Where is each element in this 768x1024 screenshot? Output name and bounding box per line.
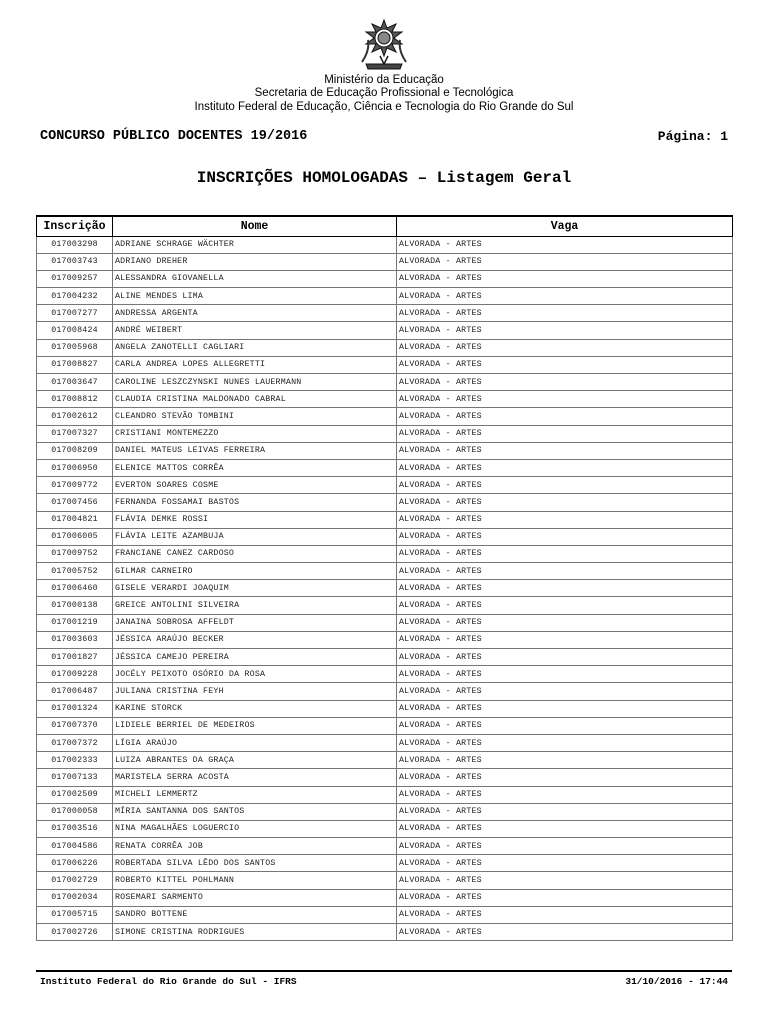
cell-vaga: ALVORADA - ARTES: [397, 717, 733, 734]
table-row: [37, 442, 733, 459]
cell-vaga: ALVORADA - ARTES: [397, 545, 733, 562]
cell-inscricao: 017006950: [37, 459, 113, 476]
cell-inscricao: 017003516: [37, 820, 113, 837]
table-row: [37, 614, 733, 631]
table-row: [37, 339, 733, 356]
cell-vaga: ALVORADA - ARTES: [397, 924, 733, 941]
cell-nome: ANDRÉ WEIBERT: [113, 322, 397, 339]
cell-inscricao: 017009752: [37, 545, 113, 562]
contest-title: CONCURSO PÚBLICO DOCENTES 19/2016: [40, 129, 308, 144]
cell-inscricao: 017007327: [37, 425, 113, 442]
cell-vaga: ALVORADA - ARTES: [397, 786, 733, 803]
cell-nome: LÍGIA ARAÚJO: [113, 734, 397, 751]
cell-vaga: ALVORADA - ARTES: [397, 889, 733, 906]
cell-inscricao: 017006487: [37, 683, 113, 700]
cell-inscricao: 017009257: [37, 270, 113, 287]
table-row: [37, 511, 733, 528]
brazil-coat-of-arms-icon: [356, 18, 412, 72]
table-row: [37, 425, 733, 442]
column-header-nome: Nome: [113, 216, 397, 236]
cell-nome: JÉSSICA CAMEJO PEREIRA: [113, 649, 397, 666]
cell-inscricao: 017008812: [37, 391, 113, 408]
table-row: [37, 597, 733, 614]
cell-vaga: ALVORADA - ARTES: [397, 734, 733, 751]
cell-vaga: ALVORADA - ARTES: [397, 253, 733, 270]
page-number: Página: 1: [657, 129, 728, 144]
cell-nome: MICHELI LEMMERTZ: [113, 786, 397, 803]
cell-vaga: ALVORADA - ARTES: [397, 855, 733, 872]
institute-name: Instituto Federal de Educação, Ciência e Tecnologia do Rio Grande do Sul: [194, 101, 574, 113]
cell-nome: FLÁVIA LEITE AZAMBUJA: [113, 528, 397, 545]
cell-inscricao: 017007372: [37, 734, 113, 751]
cell-inscricao: 017007277: [37, 305, 113, 322]
table-row: [37, 580, 733, 597]
cell-nome: MARISTELA SERRA ACOSTA: [113, 769, 397, 786]
table-row: [37, 563, 733, 580]
cell-nome: CRISTIANI MONTEMEZZO: [113, 425, 397, 442]
cell-vaga: ALVORADA - ARTES: [397, 494, 733, 511]
table-row: [37, 236, 733, 253]
cell-inscricao: 017003743: [37, 253, 113, 270]
cell-nome: ANDRESSA ARGENTA: [113, 305, 397, 322]
cell-vaga: ALVORADA - ARTES: [397, 425, 733, 442]
cell-inscricao: 017004586: [37, 838, 113, 855]
cell-nome: LIDIELE BERRIEL DE MEDEIROS: [113, 717, 397, 734]
table-row: [37, 322, 733, 339]
cell-nome: JULIANA CRISTINA FEYH: [113, 683, 397, 700]
cell-nome: GISELE VERARDI JOAQUIM: [113, 580, 397, 597]
cell-vaga: ALVORADA - ARTES: [397, 597, 733, 614]
cell-nome: NINA MAGALHÃES LOGUERCIO: [113, 820, 397, 837]
cell-inscricao: 017008209: [37, 442, 113, 459]
cell-nome: ANGELA ZANOTELLI CAGLIARI: [113, 339, 397, 356]
table-row: [37, 872, 733, 889]
cell-nome: ROBERTO KITTEL POHLMANN: [113, 872, 397, 889]
table-row: [37, 305, 733, 322]
registrations-table-container: [36, 215, 732, 941]
table-row: [37, 391, 733, 408]
cell-nome: FRANCIANE CANEZ CARDOSO: [113, 545, 397, 562]
cell-vaga: ALVORADA - ARTES: [397, 872, 733, 889]
table-row: [37, 889, 733, 906]
cell-nome: JANAINA SOBROSA AFFELDT: [113, 614, 397, 631]
table-row: [37, 408, 733, 425]
cell-vaga: ALVORADA - ARTES: [397, 305, 733, 322]
table-row: [37, 769, 733, 786]
table-row: [37, 820, 733, 837]
column-header-vaga: Vaga: [397, 216, 733, 236]
cell-nome: DANIEL MATEUS LEIVAS FERREIRA: [113, 442, 397, 459]
table-header-row: [37, 216, 733, 236]
cell-inscricao: 017009772: [37, 477, 113, 494]
cell-inscricao: 017003298: [37, 236, 113, 253]
cell-inscricao: 017002729: [37, 872, 113, 889]
cell-inscricao: 017004232: [37, 288, 113, 305]
cell-inscricao: 017000138: [37, 597, 113, 614]
table-row: [37, 683, 733, 700]
cell-nome: MÍRIA SANTANNA DOS SANTOS: [113, 803, 397, 820]
cell-nome: ELENICE MATTOS CORRÊA: [113, 459, 397, 476]
cell-vaga: ALVORADA - ARTES: [397, 683, 733, 700]
cell-nome: JÉSSICA ARAÚJO BECKER: [113, 631, 397, 648]
list-title: INSCRIÇÕES HOMOLOGADAS – Listagem Geral: [196, 169, 572, 187]
cell-nome: JOCÉLY PEIXOTO OSÓRIO DA ROSA: [113, 666, 397, 683]
cell-vaga: ALVORADA - ARTES: [397, 614, 733, 631]
cell-vaga: ALVORADA - ARTES: [397, 906, 733, 923]
cell-vaga: ALVORADA - ARTES: [397, 666, 733, 683]
registrations-table: [36, 215, 733, 941]
footer-divider: [36, 970, 732, 972]
cell-nome: FLÁVIA DEMKE ROSSI: [113, 511, 397, 528]
cell-nome: KARINE STORCK: [113, 700, 397, 717]
cell-inscricao: 017001324: [37, 700, 113, 717]
table-row: [37, 906, 733, 923]
cell-inscricao: 017003647: [37, 374, 113, 391]
cell-inscricao: 017000058: [37, 803, 113, 820]
cell-inscricao: 017001219: [37, 614, 113, 631]
cell-nome: ALESSANDRA GIOVANELLA: [113, 270, 397, 287]
cell-inscricao: 017007133: [37, 769, 113, 786]
footer-timestamp: 31/10/2016 - 17:44: [625, 976, 728, 987]
cell-vaga: ALVORADA - ARTES: [397, 769, 733, 786]
cell-inscricao: 017009228: [37, 666, 113, 683]
cell-inscricao: 017005715: [37, 906, 113, 923]
cell-vaga: ALVORADA - ARTES: [397, 356, 733, 373]
cell-inscricao: 017007370: [37, 717, 113, 734]
cell-vaga: ALVORADA - ARTES: [397, 442, 733, 459]
cell-inscricao: 017008827: [37, 356, 113, 373]
cell-inscricao: 017002612: [37, 408, 113, 425]
cell-inscricao: 017002034: [37, 889, 113, 906]
cell-vaga: ALVORADA - ARTES: [397, 700, 733, 717]
column-header-inscricao: Inscrição: [37, 216, 113, 236]
table-row: [37, 838, 733, 855]
table-row: [37, 717, 733, 734]
table-row: [37, 803, 733, 820]
cell-inscricao: 017008424: [37, 322, 113, 339]
table-row: [37, 786, 733, 803]
cell-nome: SIMONE CRISTINA RODRIGUES: [113, 924, 397, 941]
cell-inscricao: 017002509: [37, 786, 113, 803]
cell-inscricao: 017002726: [37, 924, 113, 941]
table-row: [37, 288, 733, 305]
cell-vaga: ALVORADA - ARTES: [397, 580, 733, 597]
cell-nome: ROBERTADA SILVA LÊDO DOS SANTOS: [113, 855, 397, 872]
cell-vaga: ALVORADA - ARTES: [397, 459, 733, 476]
cell-nome: CLEANDRO STEVÃO TOMBINI: [113, 408, 397, 425]
table-row: [37, 253, 733, 270]
cell-nome: CARLA ANDREA LOPES ALLEGRETTI: [113, 356, 397, 373]
cell-vaga: ALVORADA - ARTES: [397, 803, 733, 820]
table-row: [37, 494, 733, 511]
cell-vaga: ALVORADA - ARTES: [397, 408, 733, 425]
cell-vaga: ALVORADA - ARTES: [397, 339, 733, 356]
cell-nome: LUIZA ABRANTES DA GRAÇA: [113, 752, 397, 769]
cell-inscricao: 017003603: [37, 631, 113, 648]
table-row: [37, 545, 733, 562]
cell-nome: EVERTON SOARES COSME: [113, 477, 397, 494]
cell-vaga: ALVORADA - ARTES: [397, 477, 733, 494]
cell-vaga: ALVORADA - ARTES: [397, 820, 733, 837]
cell-vaga: ALVORADA - ARTES: [397, 270, 733, 287]
cell-inscricao: 017006460: [37, 580, 113, 597]
secretariat-name: Secretaria de Educação Profissional e Tecnológica: [254, 87, 514, 99]
cell-inscricao: 017005968: [37, 339, 113, 356]
table-row: [37, 734, 733, 751]
cell-nome: RENATA CORRÊA JOB: [113, 838, 397, 855]
cell-vaga: ALVORADA - ARTES: [397, 528, 733, 545]
cell-vaga: ALVORADA - ARTES: [397, 288, 733, 305]
table-row: [37, 374, 733, 391]
cell-nome: ADRIANO DREHER: [113, 253, 397, 270]
cell-inscricao: 017006005: [37, 528, 113, 545]
cell-vaga: ALVORADA - ARTES: [397, 511, 733, 528]
table-row: [37, 855, 733, 872]
cell-nome: SANDRO BOTTENE: [113, 906, 397, 923]
cell-vaga: ALVORADA - ARTES: [397, 752, 733, 769]
cell-inscricao: 017004821: [37, 511, 113, 528]
cell-nome: GREICE ANTOLINI SILVEIRA: [113, 597, 397, 614]
cell-vaga: ALVORADA - ARTES: [397, 631, 733, 648]
table-row: [37, 356, 733, 373]
table-row: [37, 528, 733, 545]
table-row: [37, 649, 733, 666]
table-row: [37, 477, 733, 494]
cell-vaga: ALVORADA - ARTES: [397, 649, 733, 666]
table-row: [37, 700, 733, 717]
cell-nome: CAROLINE LESZCZYNSKI NUNES LAUERMANN: [113, 374, 397, 391]
table-row: [37, 631, 733, 648]
table-row: [37, 924, 733, 941]
table-row: [37, 666, 733, 683]
ministry-name: Ministério da Educação: [324, 74, 444, 86]
cell-vaga: ALVORADA - ARTES: [397, 391, 733, 408]
cell-vaga: ALVORADA - ARTES: [397, 322, 733, 339]
cell-vaga: ALVORADA - ARTES: [397, 374, 733, 391]
cell-inscricao: 017006226: [37, 855, 113, 872]
cell-nome: GILMAR CARNEIRO: [113, 563, 397, 580]
table-row: [37, 752, 733, 769]
footer-institution: Instituto Federal do Rio Grande do Sul - IFRS: [40, 976, 297, 987]
table-body: [37, 236, 733, 941]
cell-nome: CLAUDIA CRISTINA MALDONADO CABRAL: [113, 391, 397, 408]
cell-inscricao: 017007456: [37, 494, 113, 511]
cell-vaga: ALVORADA - ARTES: [397, 236, 733, 253]
cell-nome: ALINE MENDES LIMA: [113, 288, 397, 305]
cell-inscricao: 017005752: [37, 563, 113, 580]
cell-nome: ADRIANE SCHRAGE WÄCHTER: [113, 236, 397, 253]
cell-nome: ROSEMARI SARMENTO: [113, 889, 397, 906]
table-row: [37, 270, 733, 287]
cell-inscricao: 017002333: [37, 752, 113, 769]
cell-vaga: ALVORADA - ARTES: [397, 838, 733, 855]
table-row: [37, 459, 733, 476]
cell-vaga: ALVORADA - ARTES: [397, 563, 733, 580]
cell-inscricao: 017001827: [37, 649, 113, 666]
cell-nome: FERNANDA FOSSAMAI BASTOS: [113, 494, 397, 511]
